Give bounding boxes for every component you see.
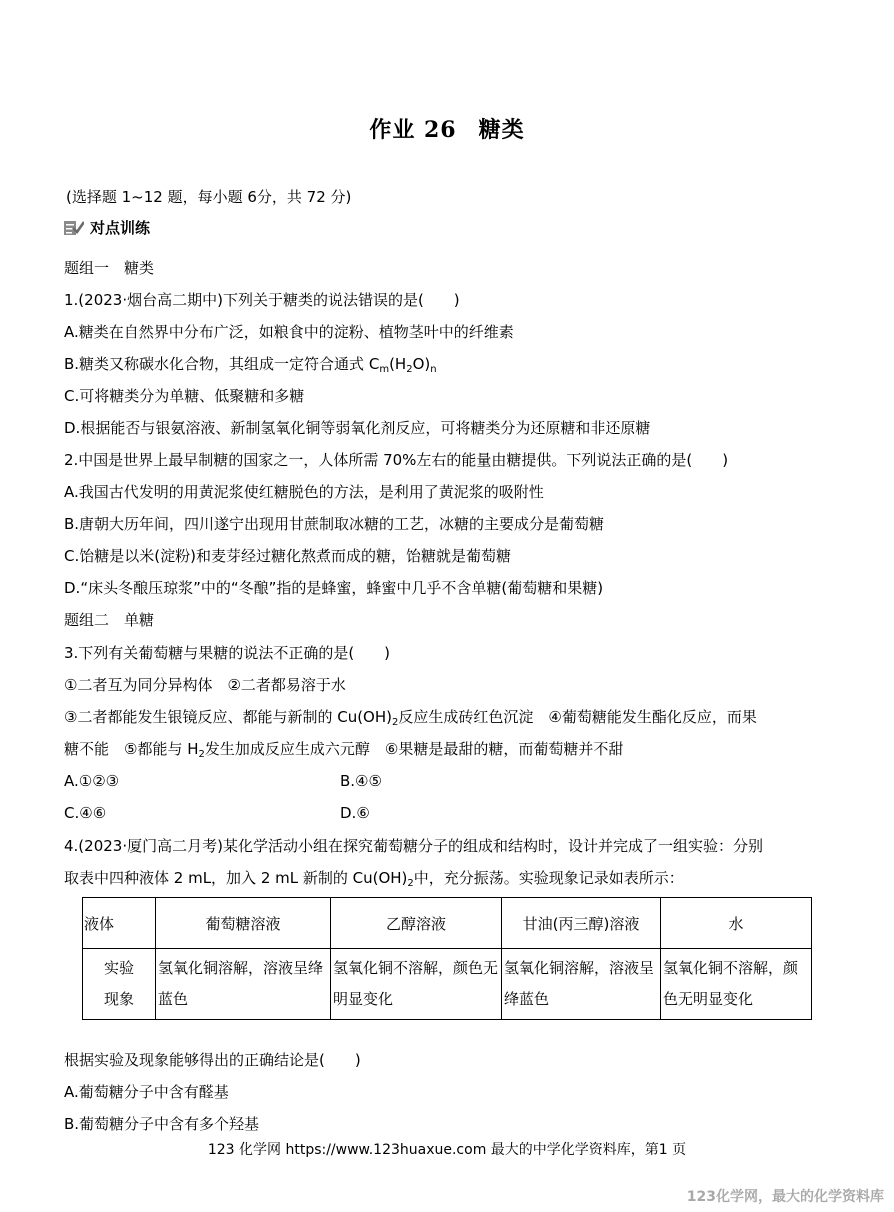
section-label: 对点训练	[90, 219, 151, 237]
q3-statement-2: ③二者都能发生银镜反应、都能与新制的 $Cu(OH)_2$反应生成砖红色沉淀 ④葡萄糖能发生酯化反应，而果	[64, 708, 757, 728]
watermark-text: 123化学网，最大的化学资料库	[686, 1189, 884, 1205]
q4-option-a: A.葡萄糖分子中含有醛基	[64, 1083, 229, 1101]
section-heading	[64, 217, 150, 238]
page-title	[0, 113, 894, 144]
group-heading-2: 题组二 单糖	[64, 611, 155, 629]
q2-stem: 2.中国是世界上最早制糖的国家之一，人体所需 70%左右的能量由糖提供。下列说法正确的是( )	[64, 451, 729, 469]
table-header-cell: 水	[661, 898, 812, 949]
intro-text: (选择题 1~12 题，每小题 6分，共 72 分)	[66, 188, 352, 206]
q1-option-c: C.可将糖类分为单糖、低聚糖和多糖	[64, 387, 305, 405]
table-row-head: 实验 现象	[83, 949, 156, 1020]
table-cell: 氢氧化铜不溶解，颜色无明显变化	[661, 949, 812, 1020]
q2-option-d: D.“床头冬酿压琼浆”中的“冬酿”指的是蜂蜜，蜂蜜中几乎不含单糖(葡萄糖和果糖)	[64, 579, 604, 597]
q3-option-c: C.④⑥	[64, 804, 107, 822]
table-header-cell: 液体	[83, 898, 156, 949]
table-row	[83, 949, 812, 1020]
table-cell: 氢氧化铜不溶解，颜色无明显变化	[331, 949, 502, 1020]
table-cell: 氢氧化铜溶解，溶液呈绛蓝色	[502, 949, 661, 1020]
group-heading-1: 题组一 糖类	[64, 259, 155, 277]
table-header-cell: 葡萄糖溶液	[156, 898, 331, 949]
q3-stem: 3.下列有关葡萄糖与果糖的说法不正确的是( )	[64, 644, 391, 662]
q4-stem-line-1: 4.(2023·厦门高二月考)某化学活动小组在探究葡萄糖分子的组成和结构时，设计并完成了一组实验：分别	[64, 837, 763, 855]
q3-statement-1: ①二者互为同分异构体 ②二者都易溶于水	[64, 676, 346, 694]
table-header-cell: 乙醇溶液	[331, 898, 502, 949]
q4-stem-line-2: 取表中四种液体 2 mL，加入 2 mL 新制的 $Cu(OH)_2$中，充分振荡。实验现象记录如表所示：	[64, 869, 684, 889]
q4-question: 根据实验及现象能够得出的正确结论是( )	[64, 1051, 361, 1069]
table-header-cell: 甘油(丙三醇)溶液	[502, 898, 661, 949]
q3-statement-3: 糖不能 ⑤都能与 $H_2$发生加成反应生成六元醇 ⑥果糖是最甜的糖，而葡萄糖并不甜	[64, 740, 624, 760]
q1-option-d: D.根据能否与银氨溶液、新制氢氧化铜等弱氧化剂反应，可将糖类分为还原糖和非还原糖	[64, 419, 651, 437]
q2-option-b: B.唐朝大历年间，四川遂宁出现用甘蔗制取冰糖的工艺，冰糖的主要成分是葡萄糖	[64, 515, 605, 533]
q4-option-b: B.葡萄糖分子中含有多个羟基	[64, 1115, 260, 1133]
q2-option-c: C.饴糖是以米(淀粉)和麦芽经过糖化熬煮而成的糖，饴糖就是葡萄糖	[64, 547, 511, 565]
q3-option-d: D.⑥	[340, 804, 370, 822]
q3-option-b: B.④⑤	[340, 772, 382, 790]
title-main: 作业 26	[369, 117, 457, 143]
page-footer: 123 化学网 https://www.123huaxue.com 最大的中学化学资料库，第1 页	[207, 1142, 687, 1158]
q1-stem: 1.(2023·烟台高二期中)下列关于糖类的说法错误的是( )	[64, 291, 460, 309]
checklist-icon	[64, 220, 84, 236]
title-sub: 糖类	[478, 117, 525, 143]
table-header-row	[83, 898, 812, 949]
table-cell: 氢氧化铜溶解，溶液呈绛蓝色	[156, 949, 331, 1020]
q1-option-b: B.糖类又称碳水化合物，其组成一定符合通式 $C_m(H_2O)_n$	[64, 355, 437, 375]
q2-option-a: A.我国古代发明的用黄泥浆使红糖脱色的方法，是利用了黄泥浆的吸附性	[64, 483, 544, 501]
q1-option-a: A.糖类在自然界中分布广泛，如粮食中的淀粉、植物茎叶中的纤维素	[64, 323, 514, 341]
q3-option-a: A.①②③	[64, 772, 120, 790]
experiment-table	[82, 897, 812, 1020]
